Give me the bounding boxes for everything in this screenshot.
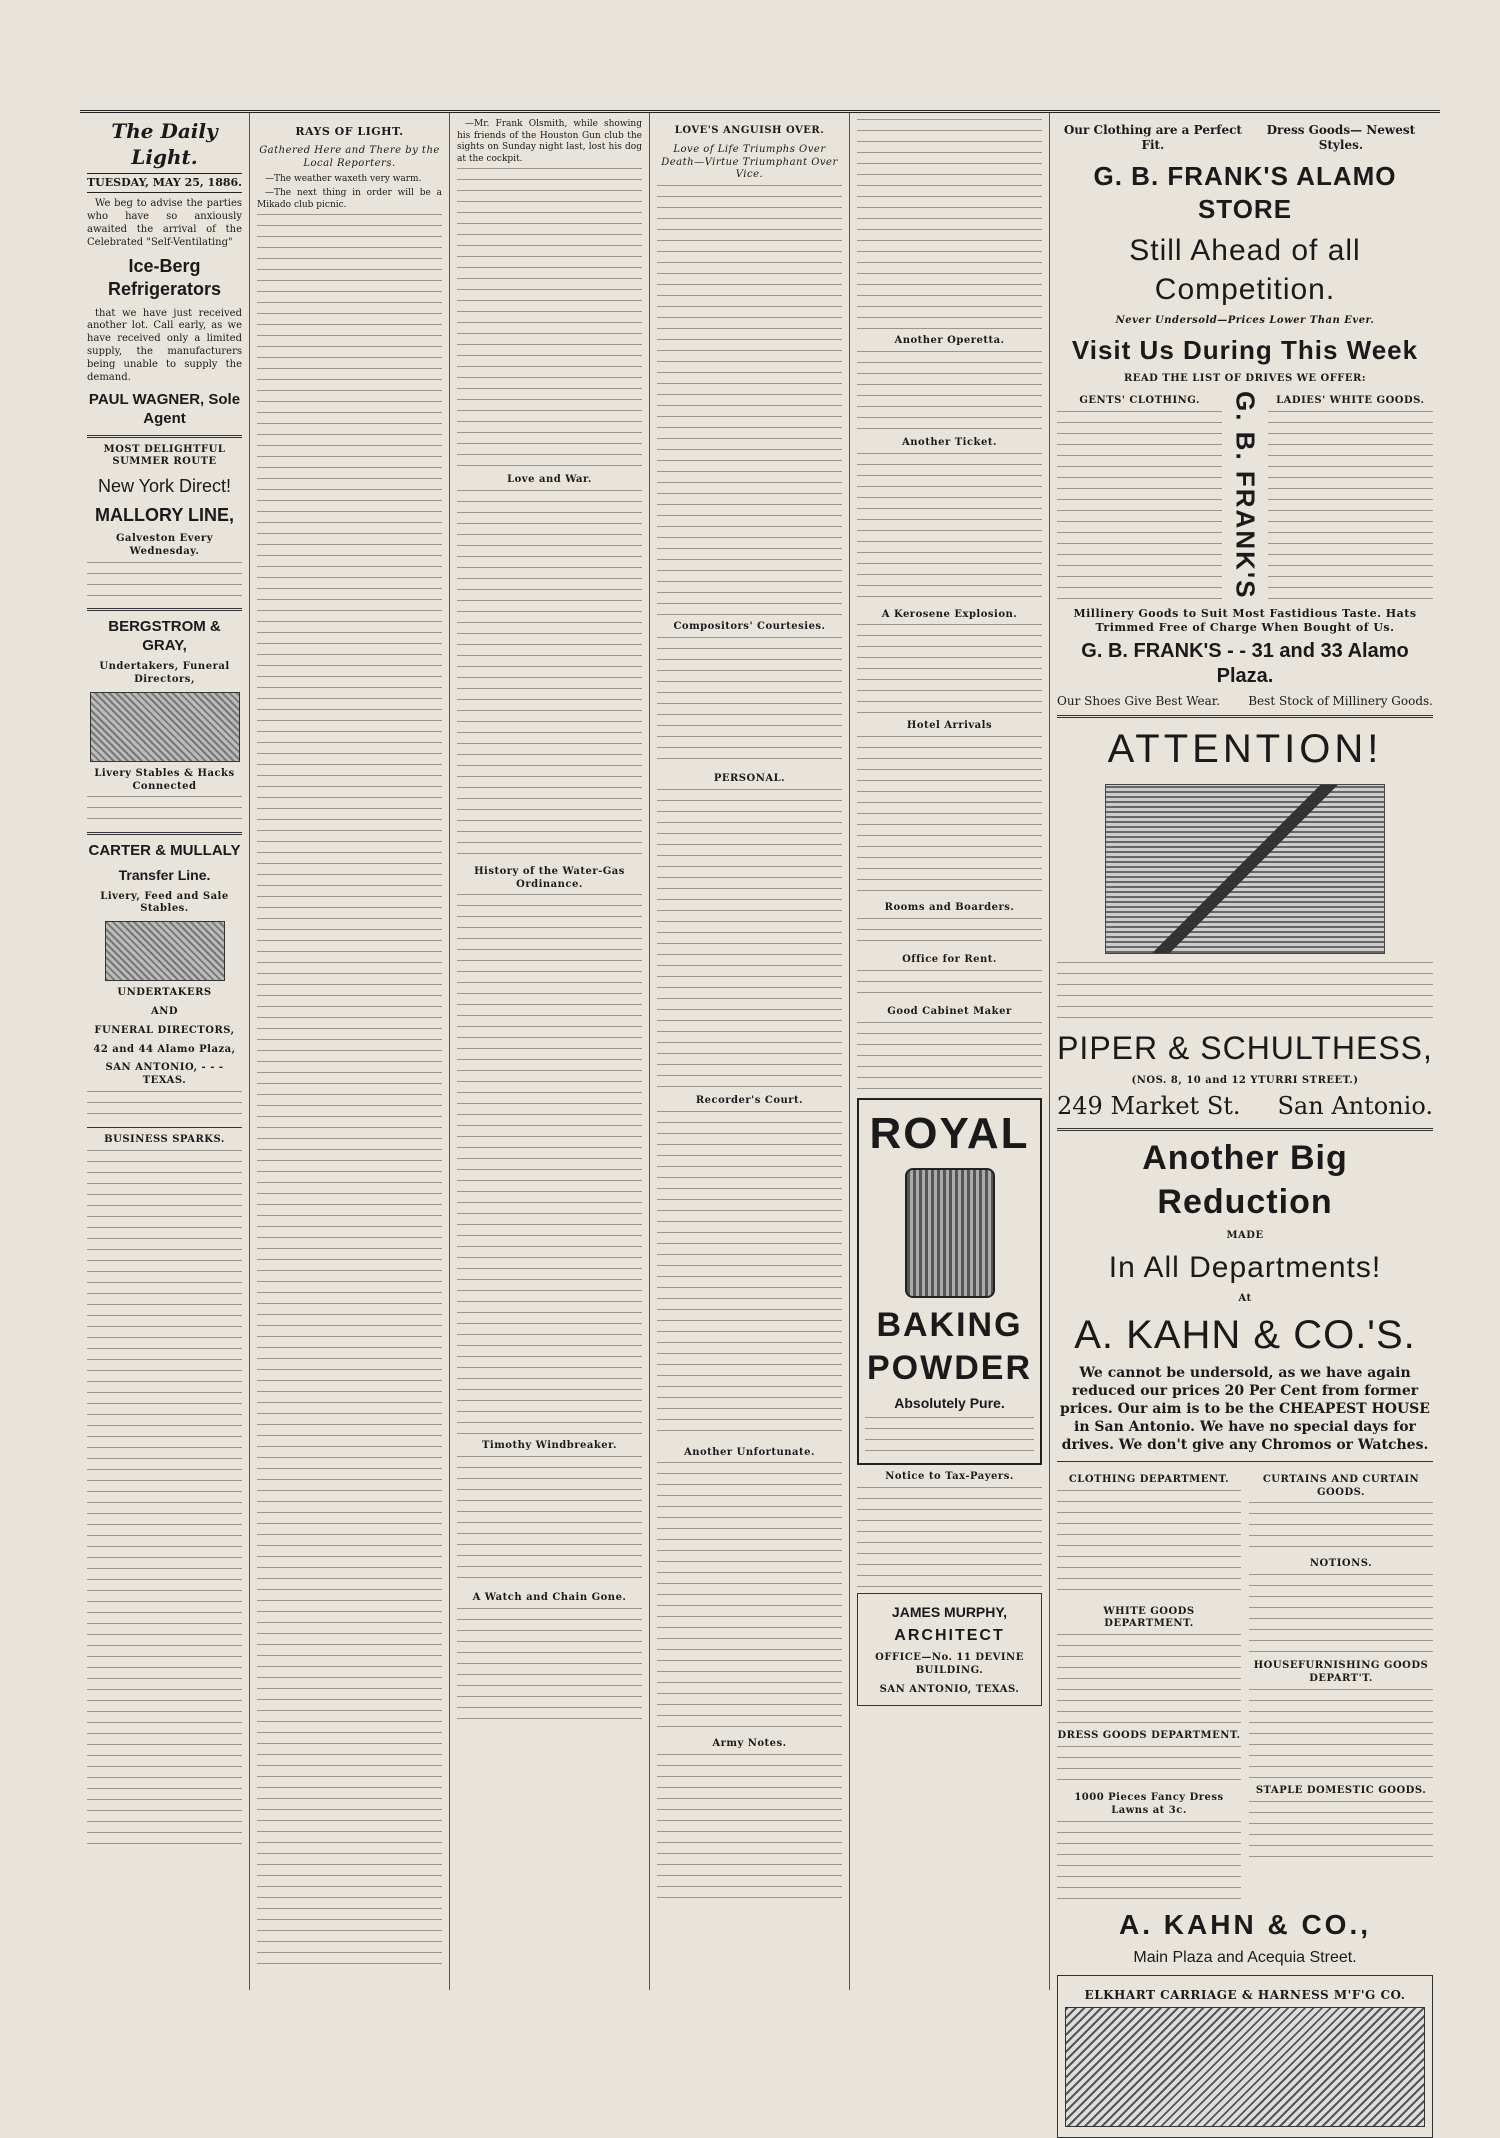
masthead: The Daily Light. [111,119,218,169]
divider [1057,1128,1433,1131]
column-3 [450,113,650,1990]
ladies-heading: LADIES' WHITE GOODS. [1276,394,1425,406]
personal-text [657,789,842,1089]
murphy-city: SAN ANTONIO, TEXAS. [879,1683,1020,1695]
frank-store-headline: G. B. FRANK'S ALAMO STORE [1093,160,1397,224]
reduction-headline: Another Big Reduction [1142,1139,1348,1221]
clothing-fit: Our Clothing are a Perfect Fit. [1063,123,1242,153]
san-antonio-label: SAN ANTONIO, - - - TEXAS. [105,1062,224,1087]
baking-word: BAKING [876,1305,1023,1344]
staple-heading: STAPLE DOMESTIC GOODS. [1255,1784,1427,1796]
visit-week: Visit Us During This Week [1071,334,1419,365]
still-ahead: Still Ahead of all Competition. [1129,234,1361,306]
operetta-heading: Another Operetta. [894,335,1005,346]
recorders-court-text [657,1111,842,1441]
love-war-heading: Love and War. [507,474,592,486]
rays-item: —The weather waxeth very warm. [265,173,422,184]
unfortunate-heading: Another Unfortunate. [683,1446,816,1458]
transfer-line: Transfer Line. [118,866,211,883]
architect-label: ARCHITECT [894,1626,1005,1644]
at-label: At [1238,1293,1252,1305]
compositors-heading: Compositors' Courtesies. [673,621,826,633]
clothing-dept-text [1057,1490,1241,1600]
kahn-left-column [1057,1468,1241,1901]
staple-text [1249,1801,1433,1861]
love-anguish-heading: LOVE'S ANGUISH OVER. [674,125,825,136]
shoes-line: Our Shoes Give Best Wear. [1057,694,1221,709]
baking-powder-can [905,1168,995,1298]
powder-word: POWDER [867,1349,1032,1388]
gents-column [1057,389,1222,601]
love-war-text [457,490,642,860]
curtains-text [1249,1502,1433,1552]
read-list: READ THE LIST OF DRIVES WE OFFER: [1123,373,1367,385]
issue-date: TUESDAY, MAY 25, 1886. [87,173,242,193]
hacks-text [87,796,242,826]
frank-drives [1057,389,1433,601]
column-1 [80,113,250,1990]
carriage-illustration [1065,2007,1425,2127]
windbreaker-heading: Timothy Windbreaker. [481,1440,617,1452]
notions-heading: NOTIONS. [1309,1558,1373,1570]
alamo-address: 42 and 44 Alamo Plaza, [93,1043,236,1055]
taxpayers-heading: Notice to Tax-Payers. [885,1470,1014,1482]
piper-address-row [1057,1091,1433,1122]
office-rent-heading: Office for Rent. [902,953,997,965]
royal-ad [857,1098,1042,1465]
kahn-headline: A. KAHN & CO.'S. [1074,1313,1416,1358]
bergstrom-headline: BERGSTROM & GRAY, [108,617,221,655]
rooms-text [857,918,1042,948]
route-heading: MOST DELIGHTFUL SUMMER ROUTE [103,443,226,468]
divider [87,1127,242,1128]
water-gas-text [457,894,642,1434]
attention-headline: ATTENTION! [1107,727,1383,772]
column-5 [850,113,1050,1990]
love-anguish-text [657,185,842,615]
murphy-office: OFFICE—No. 11 DEVINE BUILDING. [875,1652,1024,1676]
dress-goods-newest: Dress Goods— Newest Styles. [1266,123,1416,153]
livery-line: Livery Stables & Hacks Connected [94,767,235,792]
made-label: MADE [1226,1230,1264,1242]
divider [87,832,242,835]
newyork-headline: New York Direct! [97,476,232,497]
piper-text [1057,962,1433,1022]
rays-subheading: Gathered Here and There by the Local Reporters. [259,145,440,169]
hotel-text [857,736,1042,896]
kerosene-text [857,624,1042,714]
absolutely-pure: Absolutely Pure. [894,1394,1005,1411]
white-goods-text [1057,1634,1241,1724]
and-label: AND [150,1005,179,1017]
windbreaker-text [457,1456,642,1586]
lawns-text [1057,1821,1241,1901]
cabinet-maker-heading: Good Cabinet Maker [887,1005,1012,1017]
water-gas-heading: History of the Water-Gas Ordinance. [474,865,625,890]
business-sparks-text [87,1150,242,1850]
column-5-text [857,119,1042,329]
millinery-line: Millinery Goods to Suit Most Fastidious Taste. Hats Trimmed Free of Charge When Bought of Us. [1073,606,1417,634]
rates-text [87,562,242,602]
iceberg-intro: We beg to advise the parties who have so anxiously awaited the arrival of the Celebrated "Self-Ventilating" [87,198,242,248]
ticket-heading: Another Ticket. [902,436,997,448]
never-undersold: Never Undersold—Prices Lower Than Ever. [1115,315,1375,327]
rays-text [257,214,442,1974]
newspaper-page [80,110,1440,2002]
funeral-label: FUNERAL DIRECTORS, [94,1024,235,1036]
housefurnishing-heading: HOUSEFURNISHING GOODS DEPART'T. [1253,1660,1429,1684]
undertakers-label: UNDERTAKERS [117,987,212,999]
divider [87,435,242,438]
compositors-text [657,637,842,767]
personal-heading: PERSONAL. [713,772,786,784]
lawns-line: 1000 Pieces Fancy Dress Lawns at 3c. [1074,1791,1224,1816]
office-rent-text [857,970,1042,1000]
kahn-footer: A. KAHN & CO., [1119,1908,1371,1940]
house-illustration [1105,784,1385,954]
kahn-address: Main Plaza and Acequia Street. [1133,1949,1357,1967]
murphy-ad [857,1593,1042,1707]
rays-item: —The next thing in order will be a Mikado club picnic. [257,188,442,210]
hotel-heading: Hotel Arrivals [906,720,993,732]
watch-heading: A Watch and Chain Gone. [472,1592,627,1604]
business-sparks-heading: BUSINESS SPARKS. [104,1133,225,1145]
curtains-heading: CURTAINS AND CURTAIN GOODS. [1262,1473,1420,1498]
elkhart-ad [1057,1975,1433,2138]
kahn-departments [1057,1468,1433,1901]
frank-footer-row [1057,694,1433,709]
watch-text [457,1608,642,1728]
undertakers-line: Undertakers, Funeral Directors, [99,661,230,686]
ladies-column [1268,389,1433,601]
operetta-text [857,351,1042,431]
column-3-text [457,168,642,468]
olsmith-item: —Mr. Frank Olsmith, while showing his friends of the Houston Gun club the sights on Sunday night last, lost his dog at the cockpit. [457,119,642,164]
notions-text [1249,1574,1433,1654]
column-4 [650,113,850,1990]
white-goods-heading: WHITE GOODS DEPARTMENT. [1103,1605,1195,1630]
stock-line: Best Stock of Millinery Goods. [1248,694,1433,709]
taxpayers-text [857,1487,1042,1587]
divider [1057,1461,1433,1462]
special-attention-text [87,1091,242,1121]
iceberg-text: that we have just received another lot. Call early, as we have received only a limited supply, the manufacturers being unable to supply the demand. [87,307,242,383]
gents-heading: GENTS' CLOTHING. [1079,394,1200,406]
stable-illustration [90,692,240,762]
kahn-right-column [1249,1468,1433,1901]
galveston-line: Galveston Every Wednesday. [115,533,214,558]
rays-heading: RAYS OF LIGHT. [295,125,404,138]
dress-goods-text [1057,1746,1241,1786]
unfortunate-text [657,1462,842,1732]
kahn-intro: We cannot be undersold, as we have again reduced our prices 20 Per Cent from former prices. Our aim is to be the CHEAPEST HOUSE in San Antonio. We have no special days for drives. We don't give any Chromos or Watches. [1060,1365,1430,1453]
kerosene-heading: A Kerosene Explosion. [881,608,1018,620]
royal-text [865,1417,1034,1457]
ladies-text [1268,411,1433,601]
housefurnishing-text [1249,1689,1433,1779]
army-notes-text [657,1754,842,1904]
rooms-heading: Rooms and Boarders. [884,902,1015,914]
ticket-text [857,453,1042,603]
royal-word: ROYAL [869,1108,1030,1158]
divider [87,608,242,611]
mallory-line: MALLORY LINE, [95,505,234,526]
piper-numbers: (NOS. 8, 10 and 12 YTURRI STREET.) [1131,1074,1359,1086]
dress-goods-heading: DRESS GOODS DEPARTMENT. [1057,1730,1241,1742]
hearse-illustration [105,921,225,981]
frank-header-row [1057,123,1433,154]
market-street: 249 Market St. [1057,1092,1241,1121]
gents-text [1057,411,1222,601]
frank-address: G. B. FRANK'S - - 31 and 33 Alamo Plaza. [1081,639,1409,688]
piper-city: San Antonio. [1277,1092,1433,1121]
elkhart-headline: ELKHART CARRIAGE & HARNESS M'F'G CO. [1084,1987,1406,2002]
column-2 [250,113,450,1990]
recorders-court-heading: Recorder's Court. [695,1094,804,1106]
all-departments: In All Departments! [1108,1250,1382,1284]
army-notes-heading: Army Notes. [712,1738,787,1750]
column-6-ads [1050,113,1440,2002]
divider [1057,715,1433,718]
frank-vertical: G. B. FRANK'S [1230,390,1261,599]
carter-headline: CARTER & MULLALY [88,842,241,860]
livery-feed-line: Livery, Feed and Sale Stables. [100,890,229,915]
murphy-name: JAMES MURPHY, [891,1603,1008,1620]
clothing-dept-heading: CLOTHING DEPARTMENT. [1068,1473,1230,1485]
piper-headline: PIPER & SCHULTHESS, [1057,1029,1433,1066]
agent-name: PAUL WAGNER, Sole Agent [88,391,241,428]
love-anguish-sub: Love of Life Triumphs Over Death—Virtue Triumphant Over Vice. [661,143,838,181]
iceberg-headline: Ice-Berg Refrigerators [107,256,222,300]
cabinet-maker-text [857,1022,1042,1092]
